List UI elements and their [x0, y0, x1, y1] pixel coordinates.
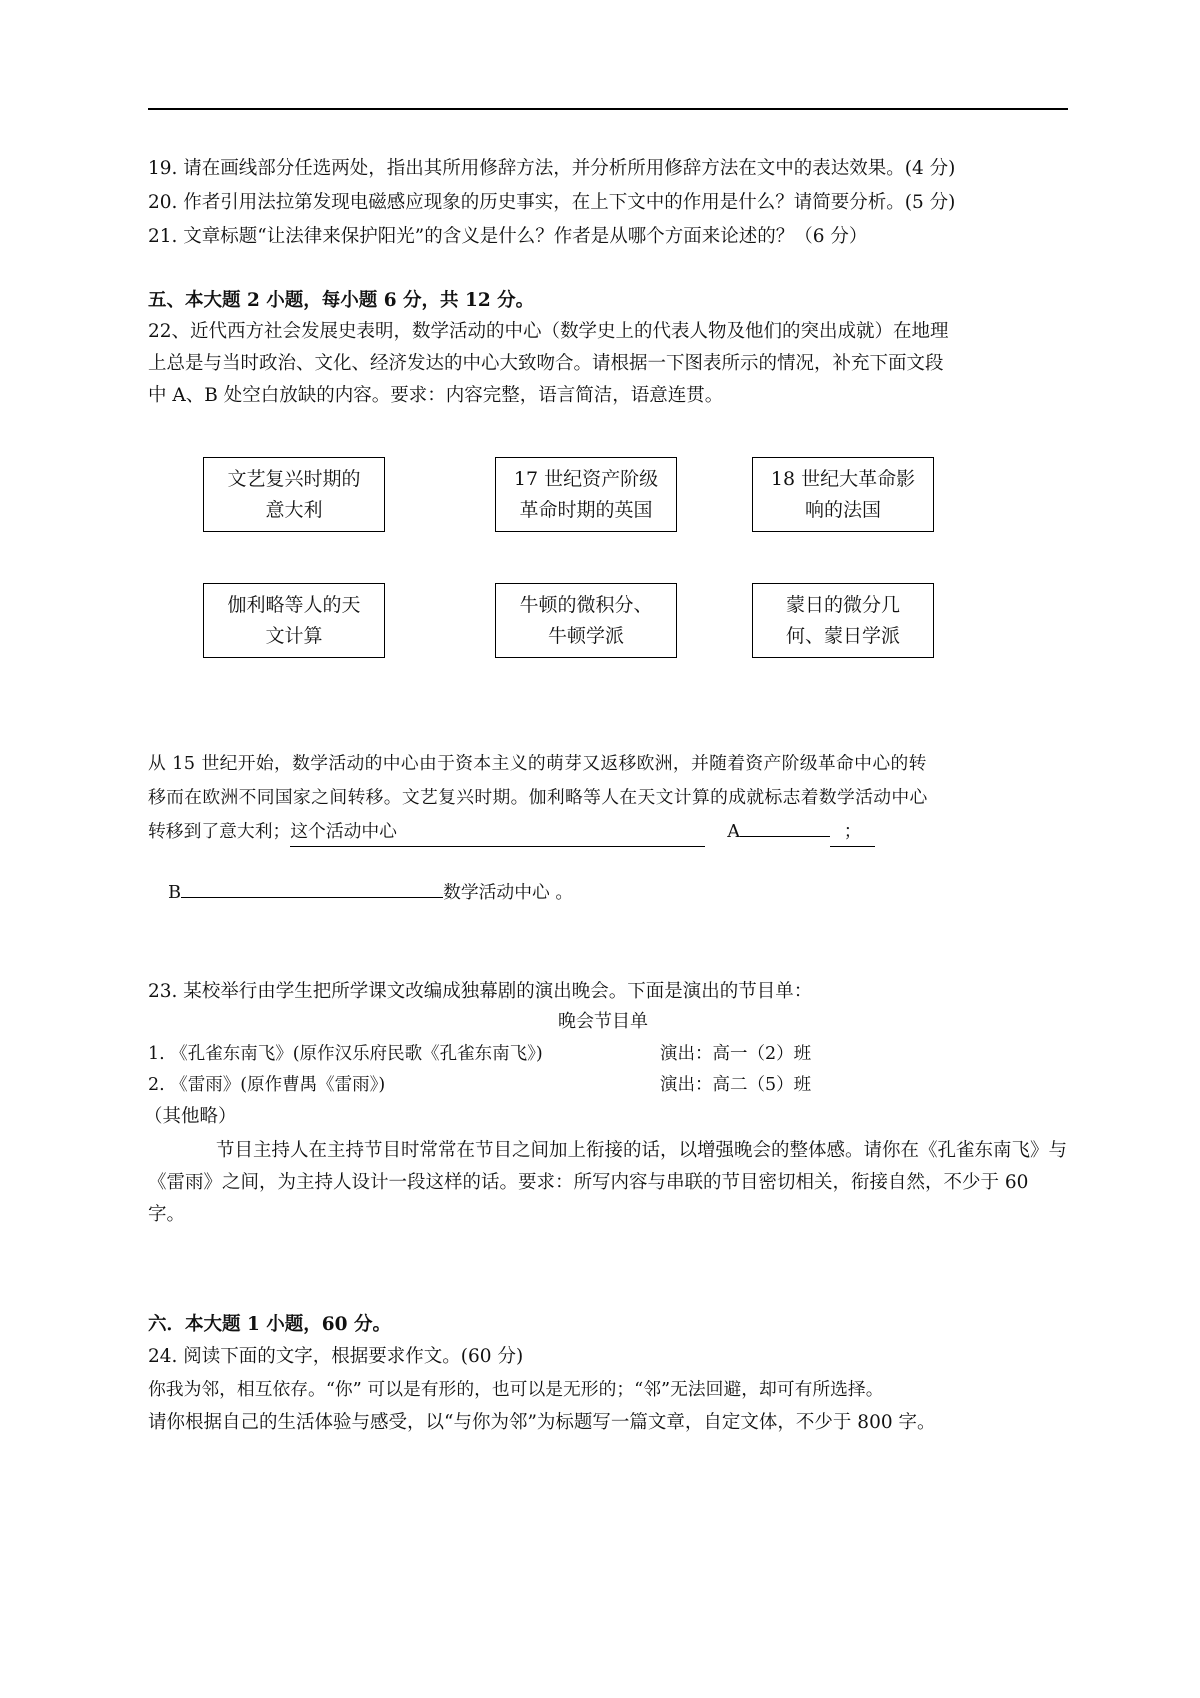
- question-23-instruction: 节目主持人在主持节目时常常在节目之间加上衔接的话，以增强晚会的整体感。请你在《孔雀东南飞》与《雷雨》之间，为主持人设计一段这样的话。要求：所写内容与串联的节目密切相关，衔接自然，不少于 60 字。: [148, 1140, 1068, 1225]
- header-rule: [148, 108, 1068, 110]
- passage-line-4-suffix: 数学活动中心 。: [443, 882, 574, 903]
- question-22-line-3: 中 A、B 处空白放缺的内容。要求：内容完整，语言简洁，语意连贯。: [148, 385, 724, 406]
- question-24-line-1: 你我为邻，相互依存。“你” 可以是有形的，也可以是无形的；“邻”无法回避，却可有所选择。: [148, 1379, 884, 1400]
- section-6-heading: 六．本大题 1 小题，60 分。: [148, 1314, 391, 1335]
- underlined-phrase: 这个活动中心: [290, 818, 705, 847]
- program-performer-1: 演出：高一（2）班: [660, 1044, 812, 1064]
- box-text-line: 牛顿学派: [547, 624, 624, 647]
- question-22-line-1: 22、近代西方社会发展史表明，数学活动的中心（数学史上的代表人物及他们的突出成就）在地理: [148, 321, 949, 342]
- box-monge: [752, 583, 934, 658]
- box-france-18th-century: [752, 457, 934, 532]
- blank-b-label: B: [168, 882, 182, 903]
- box-newton: [495, 583, 677, 658]
- blank-a[interactable]: [740, 836, 830, 837]
- question-21: 21. 文章标题“让法律来保护阳光”的含义是什么？作者是从哪个方面来论述的？（6 分）: [148, 226, 868, 247]
- box-text-line: 牛顿的微积分、: [519, 593, 653, 616]
- box-text-line: 何、蒙日学派: [785, 624, 900, 647]
- box-text-line: 革命时期的英国: [519, 498, 653, 521]
- box-renaissance-italy: [203, 457, 385, 532]
- question-24-line-2: 请你根据自己的生活体验与感受，以“与你为邻”为标题写一篇文章，自定文体，不少于 800 字。: [148, 1412, 936, 1433]
- section-5-heading: 五、本大题 2 小题，每小题 6 分，共 12 分。: [148, 290, 535, 311]
- box-text-line: 意大利: [265, 498, 323, 521]
- box-text-line: 18 世纪大革命影: [770, 467, 916, 490]
- box-text-line: 伽利略等人的天: [227, 593, 361, 616]
- program-item-1: 1. 《孔雀东南飞》(原作汉乐府民歌《孔雀东南飞》): [148, 1044, 543, 1064]
- question-22-line-2: 上总是与当时政治、文化、经济发达的中心大致吻合。请根据一下图表所示的情况，补充下面文段: [148, 353, 944, 374]
- blank-b[interactable]: [181, 897, 443, 898]
- box-text-line: 文艺复兴时期的: [227, 467, 361, 490]
- question-23-intro: 23. 某校举行由学生把所学课文改编成独幕剧的演出晚会。下面是演出的节目单：: [148, 981, 813, 1002]
- passage-line-3-prefix: 转移到了意大利；: [148, 821, 291, 842]
- program-item-2: 2. 《雷雨》(原作曹禺《雷雨》): [148, 1075, 386, 1095]
- question-20: 20. 作者引用法拉第发现电磁感应现象的历史事实，在上下文中的作用是什么？请简要分析。(5 分): [148, 192, 956, 213]
- blank-a-label: A: [727, 821, 741, 842]
- box-england-17th-century: [495, 457, 677, 532]
- box-text-line: 17 世纪资产阶级: [513, 467, 659, 490]
- program-performer-2: 演出：高二（5）班: [660, 1075, 812, 1095]
- passage-line-3: [148, 818, 875, 847]
- blank-a-semicolon: ；: [830, 818, 875, 847]
- box-galileo: [203, 583, 385, 658]
- box-text-line: 蒙日的微分几: [785, 593, 900, 616]
- program-title: 晚会节目单: [558, 1011, 648, 1032]
- passage-line-2: 移而在欧洲不同国家之间转移。文艺复兴时期。伽利略等人在天文计算的成就标志着数学活动中心: [148, 787, 928, 808]
- box-text-line: 响的法国: [804, 498, 881, 521]
- box-text-line: 文计算: [265, 624, 323, 647]
- passage-line-1: 从 15 世纪开始，数学活动的中心由于资本主义的萌芽又返移欧洲，并随着资产阶级革命中心的转: [148, 753, 927, 774]
- others-note: （其他略）: [144, 1106, 237, 1127]
- question-19: 19. 请在画线部分任选两处，指出其所用修辞方法，并分析所用修辞方法在文中的表达效果。(4 分): [148, 158, 956, 179]
- passage-line-4: [168, 879, 573, 907]
- question-24-title: 24. 阅读下面的文字，根据要求作文。(60 分): [148, 1346, 524, 1367]
